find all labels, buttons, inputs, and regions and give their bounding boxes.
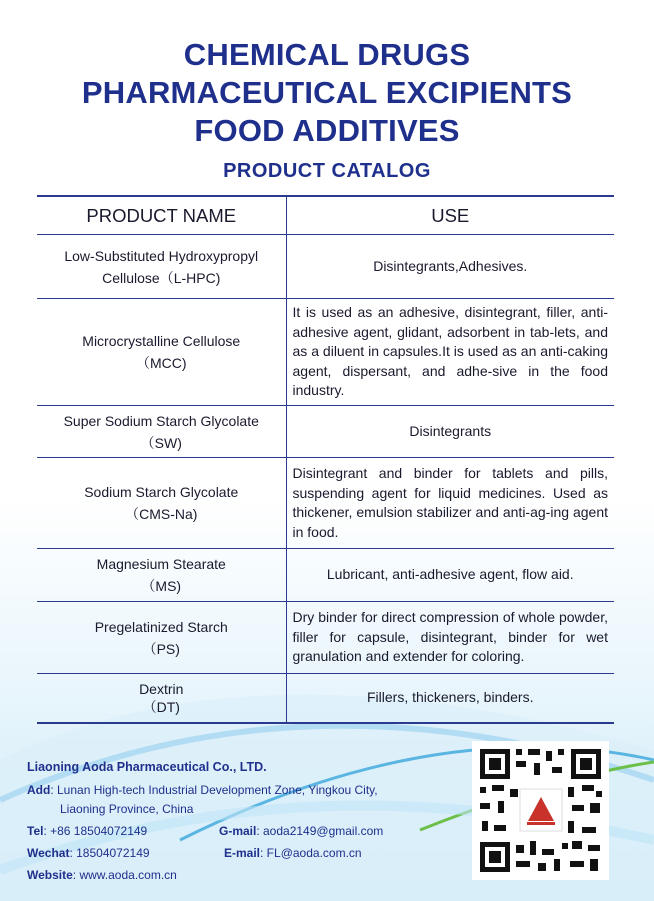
gmail-label: G-mail [219, 824, 257, 838]
tel-label: Tel [27, 824, 44, 838]
product-name: Magnesium Stearate [96, 556, 226, 572]
gmail-line [219, 824, 383, 838]
tel-line [27, 824, 147, 838]
product-name: Dextrin [139, 680, 184, 697]
product-abbrev: （SW) [140, 434, 182, 451]
product-abbrev: （CMS-Na) [125, 506, 198, 522]
product-name-cell [37, 235, 286, 299]
website-value[interactable]: : www.aoda.com.cn [72, 868, 177, 882]
email-label: E-mail [224, 846, 261, 860]
product-abbrev: （PS) [142, 640, 180, 657]
product-name: Microcrystalline Cellulose [82, 333, 241, 349]
product-name: Sodium Starch Glycolate [84, 484, 239, 500]
wechat-label: Wechat [27, 846, 70, 860]
gmail-value[interactable]: : aoda2149@gmail.com [256, 824, 384, 838]
table-row [37, 549, 614, 602]
table-row [37, 458, 614, 549]
table-row [37, 602, 614, 674]
product-name-cell [37, 674, 286, 723]
qr-code-icon [472, 741, 609, 880]
table-row [37, 299, 614, 406]
table-row [37, 235, 614, 299]
use-cell: Fillers, thickeners, binders. [286, 674, 614, 723]
website-label: Website [27, 868, 73, 882]
use-cell: Disintegrant and binder for tablets and pills, suspending agent for liquid medicines. Used as thickener, emulsion stabilizer and anti-ag-ing agent in food. [286, 458, 614, 549]
address-label: Add [27, 783, 51, 797]
address-value: : Lunan High-tech Industrial Development Zone, Yingkou City, [50, 783, 378, 797]
product-name: Pregelatinized Starch [94, 618, 228, 635]
use-cell: It is used as an adhesive, disintegrant, filler, anti-adhesive agent, glidant, adsorbent in tab-lets, and as a diluent in capsules.It is used as an anti-caking agent, dispersant, and adhe-sive in the food industry. [286, 299, 614, 406]
title-line-2: PHARMACEUTICAL EXCIPIENTS [81, 75, 573, 110]
tel-value[interactable]: : +86 18504072149 [43, 824, 148, 838]
product-name: Low-Substituted Hydroxypropyl [64, 247, 259, 264]
qr-code-graphic [472, 741, 609, 880]
table-row [37, 674, 614, 723]
product-name-cell [37, 406, 286, 458]
use-cell: Dry binder for direct compression of whole powder, filler for capsule, disintegrant, binder for wet granulation and extender for coloring. [286, 602, 614, 674]
product-table [37, 195, 614, 724]
address-line-1 [27, 783, 378, 797]
use-cell: Disintegrants [286, 406, 614, 458]
address-line-2: Liaoning Province, China [60, 802, 194, 816]
table-header-row [37, 196, 614, 235]
column-header-product-name: PRODUCT NAME [37, 196, 286, 235]
column-header-use: USE [286, 196, 614, 235]
use-cell: Lubricant, anti-adhesive agent, flow aid. [286, 549, 614, 602]
title-line-3: FOOD ADDITIVES [194, 113, 460, 148]
wechat-value: : 18504072149 [69, 846, 150, 860]
product-name-cell [37, 602, 286, 674]
product-abbrev: （MS) [141, 578, 182, 594]
product-abbrev: Cellulose（L-HPC) [102, 269, 221, 286]
company-name: Liaoning Aoda Pharmaceutical Co., LTD. [27, 760, 267, 774]
product-name-cell [37, 458, 286, 549]
wechat-line [27, 846, 150, 860]
product-name-cell [37, 299, 286, 406]
use-cell: Disintegrants,Adhesives. [286, 235, 614, 299]
product-abbrev: （MCC) [135, 355, 187, 371]
email-value[interactable]: : FL@aoda.com.cn [260, 846, 362, 860]
email-line [224, 846, 362, 860]
product-name: Super Sodium Starch Glycolate [63, 412, 259, 429]
table-row [37, 406, 614, 458]
title-block [0, 36, 654, 150]
website-line [27, 868, 177, 882]
subtitle: PRODUCT CATALOG [223, 160, 431, 182]
product-abbrev: （DT) [142, 698, 180, 715]
product-name-cell [37, 549, 286, 602]
title-line-1: CHEMICAL DRUGS [183, 37, 471, 72]
